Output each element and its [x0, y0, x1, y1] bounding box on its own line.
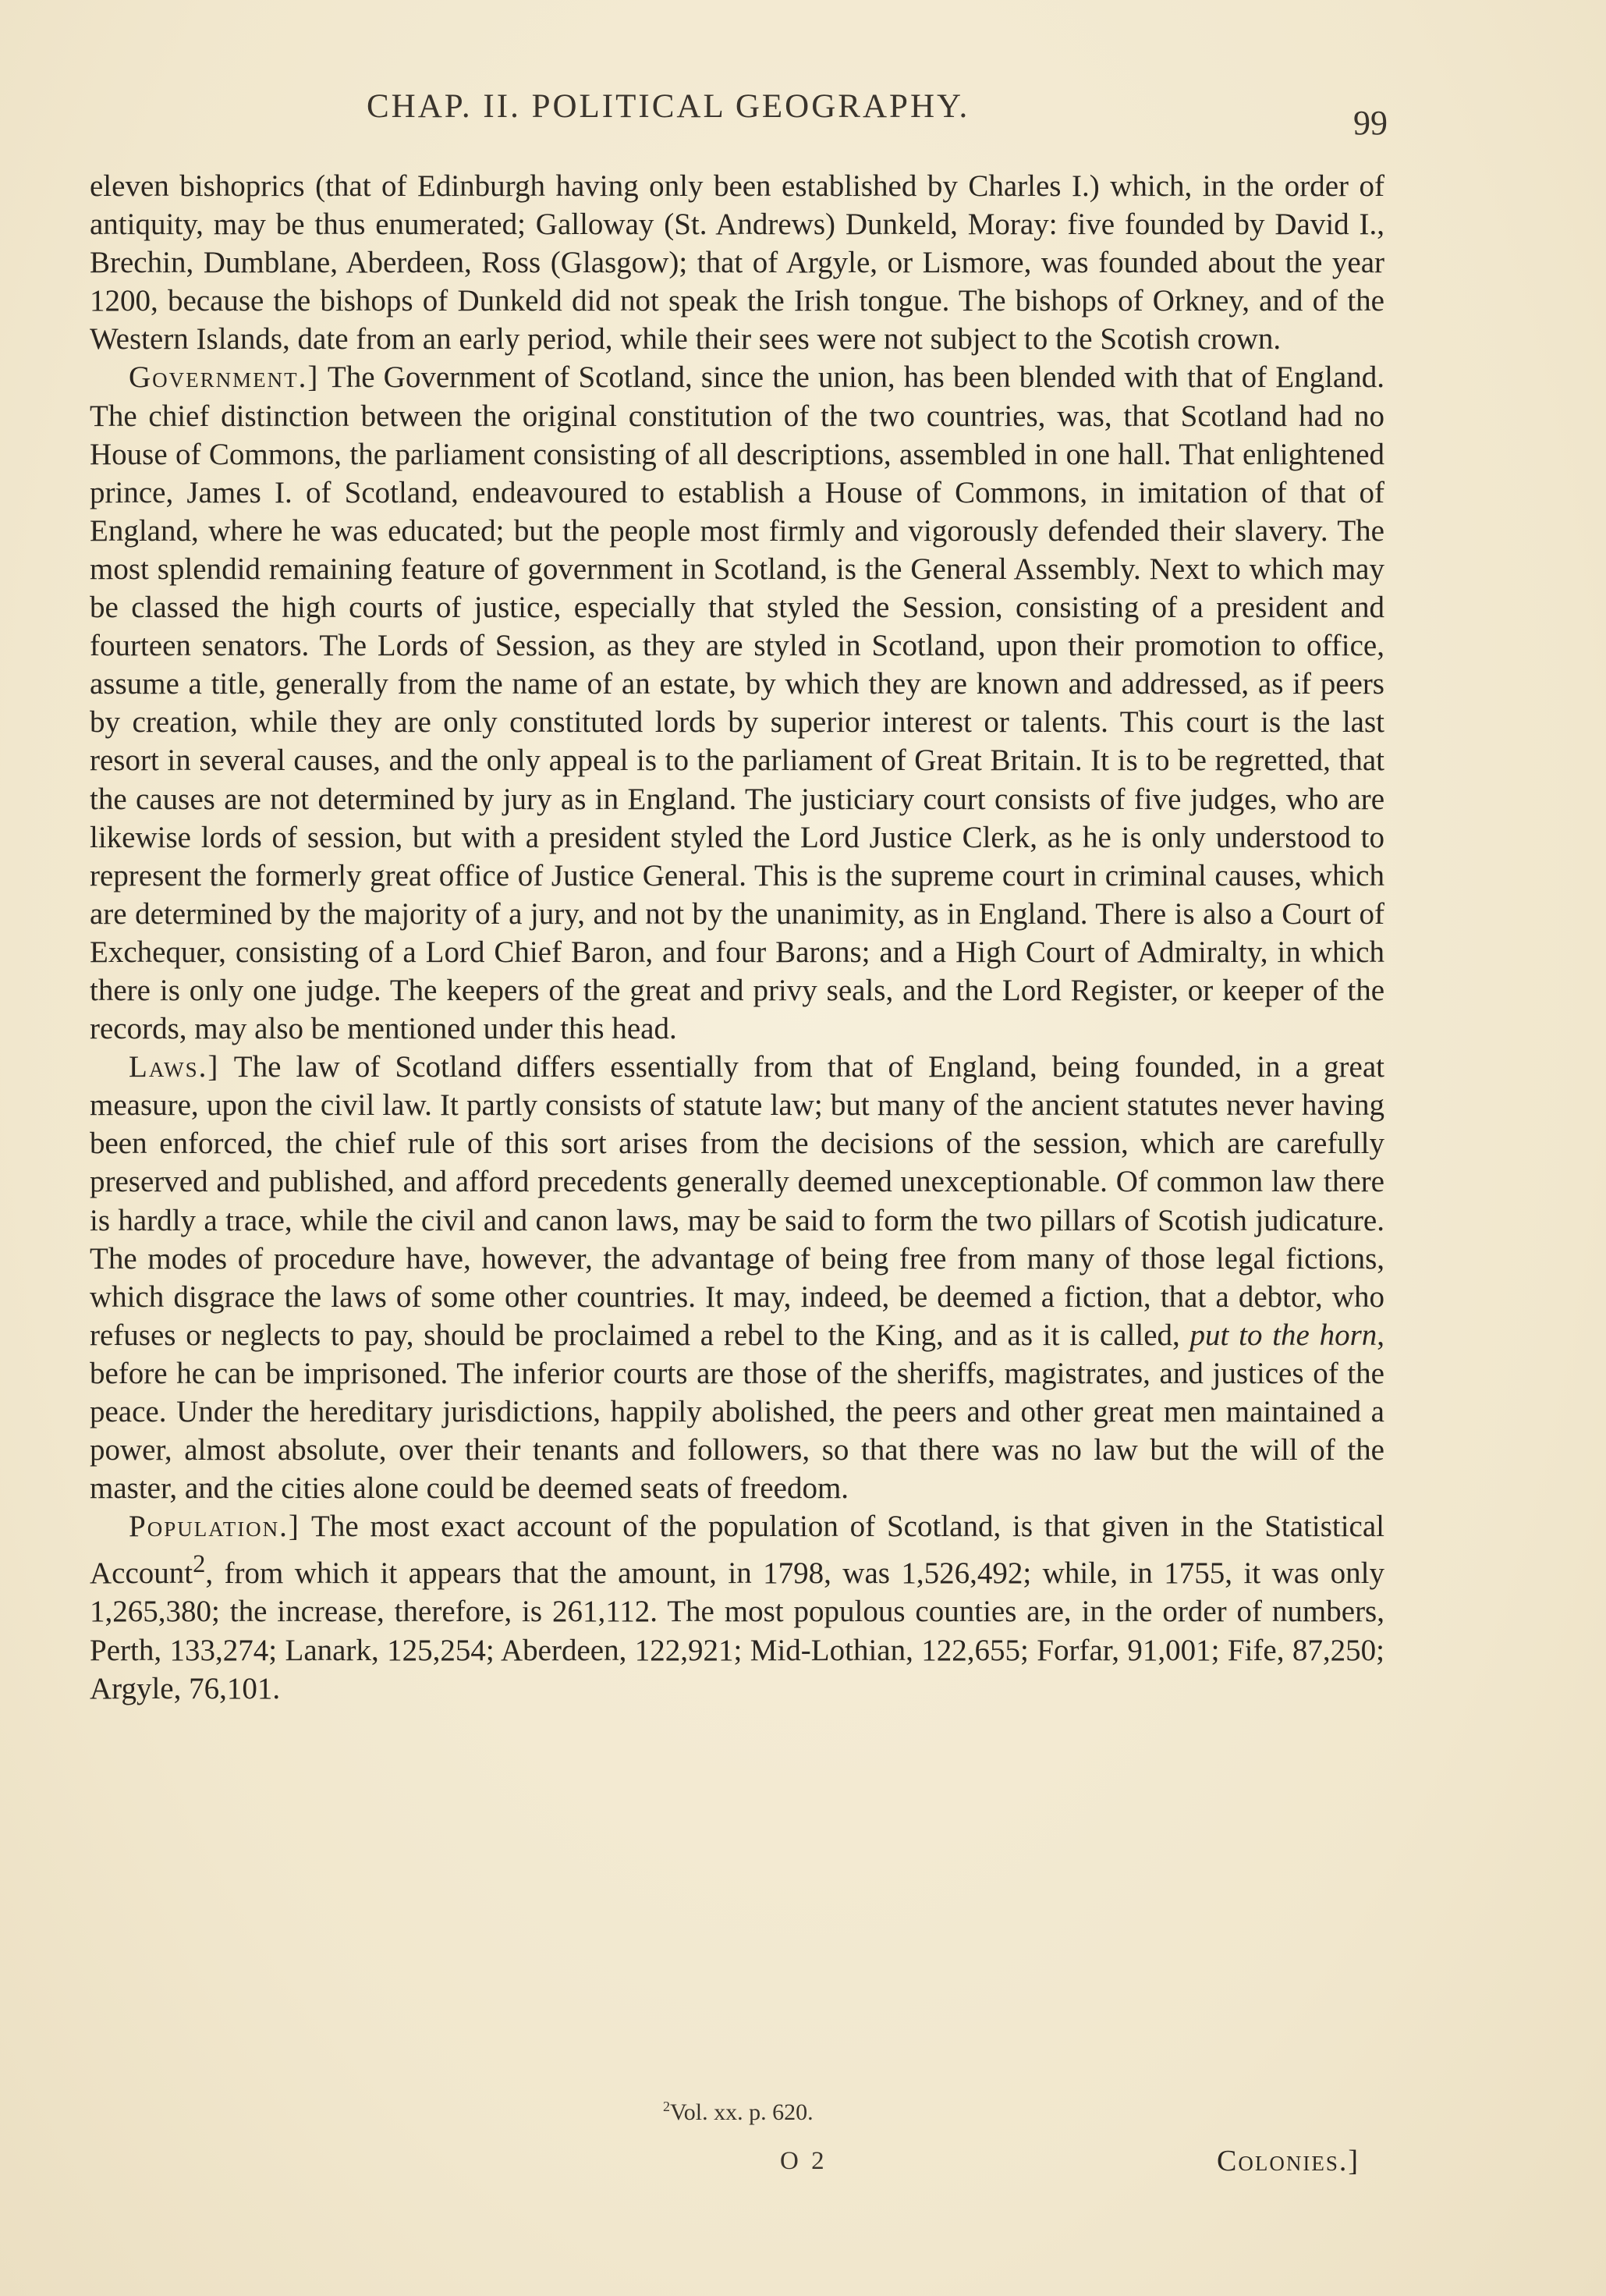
paragraph-government	[90, 358, 1384, 1048]
paragraph-laws	[90, 1048, 1384, 1507]
footnote-text: Vol. xx. p. 620.	[670, 2099, 814, 2125]
running-head: CHAP. II. POLITICAL GEOGRAPHY.	[367, 88, 970, 125]
body-text	[90, 167, 1384, 1708]
italic-phrase: put to the horn	[1189, 1318, 1377, 1352]
catchword: Colonies.]	[1217, 2145, 1360, 2177]
section-heading-population: Population.]	[129, 1510, 300, 1544]
page-number: 99	[1353, 104, 1388, 142]
signature-mark: O 2	[780, 2147, 828, 2175]
footnote	[663, 2099, 814, 2126]
footnote-reference: 2	[193, 1550, 206, 1579]
section-heading-laws: Laws.]	[129, 1050, 220, 1084]
paragraph-text: eleven bishoprics (that of Edinburgh having only been established by Charles I.) which, in the order of antiquity, may be thus enumerated; Galloway (St. Andrews) Dunkeld, Moray: five founded by David I., Brechin, Dumblane, Aberdeen, Ross (Glasgow); that of Argyle, or Lismore, was founded about the year 1200, because the bishops of Dunkeld did not speak the Irish tongue. The bishops of Orkney, and of the Western Islands, date from an early period, while their sees were not subject to the Scotish crown.	[90, 169, 1384, 357]
paragraph-text: The Government of Scotland, since the union, has been blended with that of England. The chief distinction between the original constitution of the two countries, was, that Scotland had no House of Commons, the parliament consisting of all descriptions, assembled in one hall. That enlightened prince, James I. of Scotland, endeavoured to establish a House of Commons, in imitation of that of England, where he was educated; but the people most firmly and vigorously defended their slavery. The most splendid remaining feature of government in Scotland, is the General Assembly. Next to which may be classed the high courts of justice, especially that styled the Session, consisting of a president and fourteen senators. The Lords of Session, as they are styled in Scotland, upon their promotion to office, assume a title, generally from the name of an estate, by which they are known and addressed, as if peers by creation, while they are only constituted lords by superior interest or talents. This court is the last resort in several causes, and the only appeal is to the parliament of Great Britain. It is to be regretted, that the causes are not determined by jury as in England. The justiciary court consists of five judges, who are likewise lords of session, but with a president styled the Lord Justice Clerk, as he is only understood to represent the formerly great office of Justice General. This is the supreme court in criminal causes, which are determined by the majority of a jury, and not by the unanimity, as in England. There is also a Court of Exchequer, consisting of a Lord Chief Baron, and four Barons; and a High Court of Admiralty, in which there is only one judge. The keepers of the great and privy seals, and the Lord Register, or keeper of the records, may also be mentioned under this head.	[90, 360, 1384, 1046]
paragraph-text: , before he can be imprisoned. The inferior courts are those of the sheriffs, magistrates, and justices of the peace. Under the hereditary jurisdictions, happily abolished, the peers and other great men maintained a power, almost absolute, over their tenants and followers, so that there was no law but the will of the master, and the cities alone could be deemed seats of freedom.	[90, 1318, 1385, 1506]
paragraph-text: , from which it appears that the amount, in 1798, was 1,526,492; while, in 1755, it was only 1,265,380; the increase, therefore, is 261,112. The most populous counties are, in the order of numbers, Perth, 133,274; Lanark, 125,254; Aberdeen, 122,921; Mid-Lothian, 122,655; Forfar, 91,001; Fife, 87,250; Argyle, 76,101.	[90, 1556, 1384, 1705]
paragraph-population	[90, 1507, 1384, 1707]
paragraph-text: The law of Scotland differs essentially from that of England, being founded, in a great measure, upon the civil law. It partly consists of statute law; but many of the ancient statutes never having been enforced, the chief rule of this sort arises from the decisions of the session, which are carefully preserved and published, and afford precedents generally deemed unexceptionable. Of common law there is hardly a trace, while the civil and canon laws, may be said to form the two pillars of Scotish judicature. The modes of procedure have, however, the advantage of being free from many of those legal fictions, which disgrace the laws of some other countries. It may, indeed, be deemed a fiction, that a debtor, who refuses or neglects to pay, should be proclaimed a rebel to the King, and as it is called,	[90, 1050, 1384, 1352]
paragraph-bishoprics	[90, 167, 1384, 358]
footnote-marker: 2	[663, 2099, 670, 2114]
paragraph-text: The most exact account of the population of Scotland, is that given in the Statistical Account	[90, 1510, 1384, 1591]
section-heading-government: Government.]	[129, 360, 320, 395]
page-header	[0, 87, 1606, 142]
